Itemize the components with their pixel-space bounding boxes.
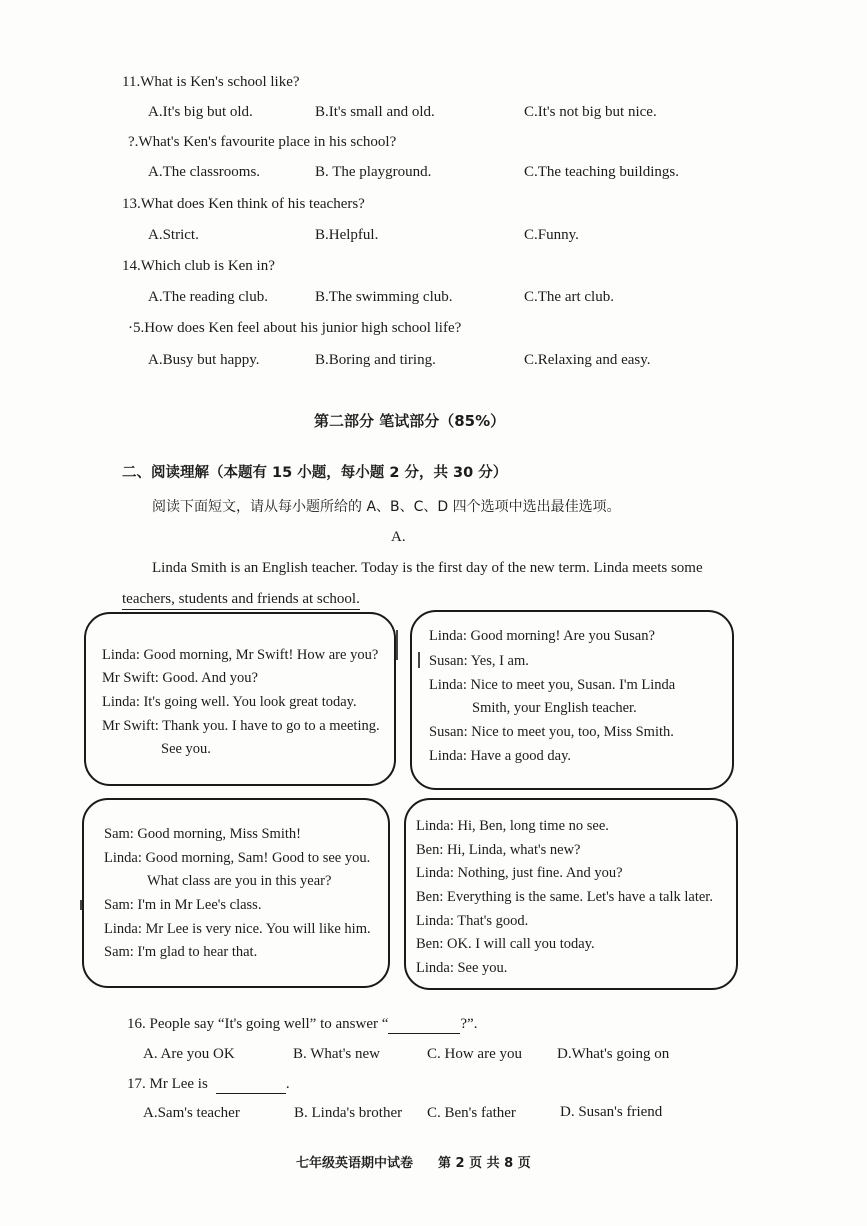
question-number: 14.	[122, 258, 141, 274]
question-stem-end: ?”.	[460, 1016, 478, 1032]
scan-mark	[418, 652, 420, 668]
option-a: A.Busy but happy.	[148, 352, 260, 368]
footer-page: 第 2 页 共 8 页	[438, 1156, 531, 1171]
dialogue-line: Mr Swift: Thank you. I have to go to a meeting.	[102, 718, 380, 734]
dialogue-line: Linda: Nothing, just fine. And you?	[416, 865, 623, 881]
dialogue-line: Sam: I'm glad to hear that.	[104, 944, 258, 960]
dialogue-line: Linda: Good morning, Mr Swift! How are you?	[102, 647, 379, 663]
dialogue-line: Sam: I'm in Mr Lee's class.	[104, 897, 262, 913]
answer-blank	[216, 1076, 286, 1094]
option-c: C.Funny.	[524, 227, 579, 243]
answer-blank	[388, 1016, 460, 1034]
option-a: A.The classrooms.	[148, 164, 261, 180]
dialogue-line: Linda: Good morning, Sam! Good to see you.	[104, 850, 371, 866]
dialogue-line: Susan: Nice to meet you, too, Miss Smith.	[429, 724, 674, 740]
instruction-text: 阅读下面短文，请从每小题所给的 A、B、C、D 四个选项中选出最佳选项。	[152, 499, 621, 515]
question-number: ?.	[128, 134, 139, 150]
dialogue-line: Linda: Hi, Ben, long time no see.	[416, 818, 609, 834]
section-title: 二、阅读理解（本题有 15 小题，每小题 2 分，共 30 分）	[122, 465, 508, 481]
question-14	[122, 258, 275, 275]
option-c: C. How are you	[427, 1046, 522, 1062]
question-15	[128, 320, 461, 337]
question-text: How does Ken feel about his junior high school life?	[144, 320, 462, 336]
option-b: B. What's new	[293, 1046, 380, 1062]
option-c: C.Relaxing and easy.	[524, 352, 651, 368]
dialogue-line: Linda: Mr Lee is very nice. You will like him.	[104, 921, 371, 937]
scan-mark	[80, 900, 82, 910]
dialogue-line: Linda: It's going well. You look great today.	[102, 694, 357, 710]
option-a: A.Sam's teacher	[143, 1105, 240, 1121]
question-stem: 16. People say “It's going well” to answer “	[127, 1016, 389, 1032]
question-text: What does Ken think of his teachers?	[140, 196, 365, 212]
question-13	[122, 196, 365, 213]
dialogue-line: Mr Swift: Good. And you?	[102, 670, 258, 686]
dialogue-line: See you.	[161, 741, 211, 757]
dialogue-line: Ben: OK. I will call you today.	[416, 936, 595, 952]
dialogue-line: Ben: Everything is the same. Let's have a talk later.	[416, 889, 713, 905]
option-c: C.It's not big but nice.	[524, 104, 657, 120]
option-a: A. Are you OK	[143, 1046, 235, 1062]
option-b: B. Linda's brother	[294, 1105, 403, 1121]
dialogue-line: Susan: Yes, I am.	[429, 653, 529, 669]
question-number: 11.	[122, 74, 141, 90]
option-a: A.It's big but old.	[148, 104, 253, 120]
dialogue-line: Linda: See you.	[416, 960, 508, 976]
footer-title: 七年级英语期中试卷	[296, 1156, 414, 1171]
dialogue-line: Sam: Good morning, Miss Smith!	[104, 826, 301, 842]
question-text: What's Ken's favourite place in his school?	[138, 134, 397, 150]
option-c: C. Ben's father	[427, 1105, 516, 1121]
option-b: B.Boring and tiring.	[315, 352, 436, 368]
question-number: 13.	[122, 196, 141, 212]
dialogue-line: Linda: Nice to meet you, Susan. I'm Linda	[429, 677, 676, 693]
option-a: A.The reading club.	[148, 289, 268, 305]
question-11	[122, 74, 300, 91]
question-text: Which club is Ken in?	[140, 258, 275, 274]
question-stem: 17. Mr Lee is	[127, 1076, 208, 1092]
part2-heading: 第二部分 笔试部分（85%）	[314, 412, 506, 430]
question-12	[128, 134, 396, 151]
question-17	[127, 1076, 290, 1094]
option-b: B.The swimming club.	[315, 289, 453, 305]
option-c: C.The teaching buildings.	[524, 164, 679, 180]
option-b: B. The playground.	[315, 164, 432, 180]
question-text: What is Ken's school like?	[140, 74, 300, 90]
passage-intro-line-1: Linda Smith is an English teacher. Today is the first day of the new term. Linda meets some	[152, 560, 703, 576]
question-stem-end: .	[285, 1076, 290, 1092]
dialogue-line: Linda: Good morning! Are you Susan?	[429, 628, 655, 644]
passage-letter: A.	[391, 529, 406, 545]
option-d: D.What's going on	[557, 1046, 670, 1062]
dialogue-line: What class are you in this year?	[147, 873, 332, 889]
dialogue-line: Ben: Hi, Linda, what's new?	[416, 842, 581, 858]
question-number: ·5.	[128, 320, 145, 336]
option-b: B.It's small and old.	[315, 104, 435, 120]
scan-mark	[396, 630, 398, 660]
option-a: A.Strict.	[148, 227, 199, 243]
dialogue-line: Linda: Have a good day.	[429, 748, 571, 764]
dialogue-line: Smith, your English teacher.	[472, 700, 637, 716]
dialogue-line: Linda: That's good.	[416, 913, 529, 929]
option-c: C.The art club.	[524, 289, 614, 305]
option-b: B.Helpful.	[315, 227, 379, 243]
question-16	[127, 1016, 477, 1034]
passage-intro-line-2: teachers, students and friends at school.	[122, 591, 360, 610]
option-d: D. Susan's friend	[560, 1104, 663, 1120]
